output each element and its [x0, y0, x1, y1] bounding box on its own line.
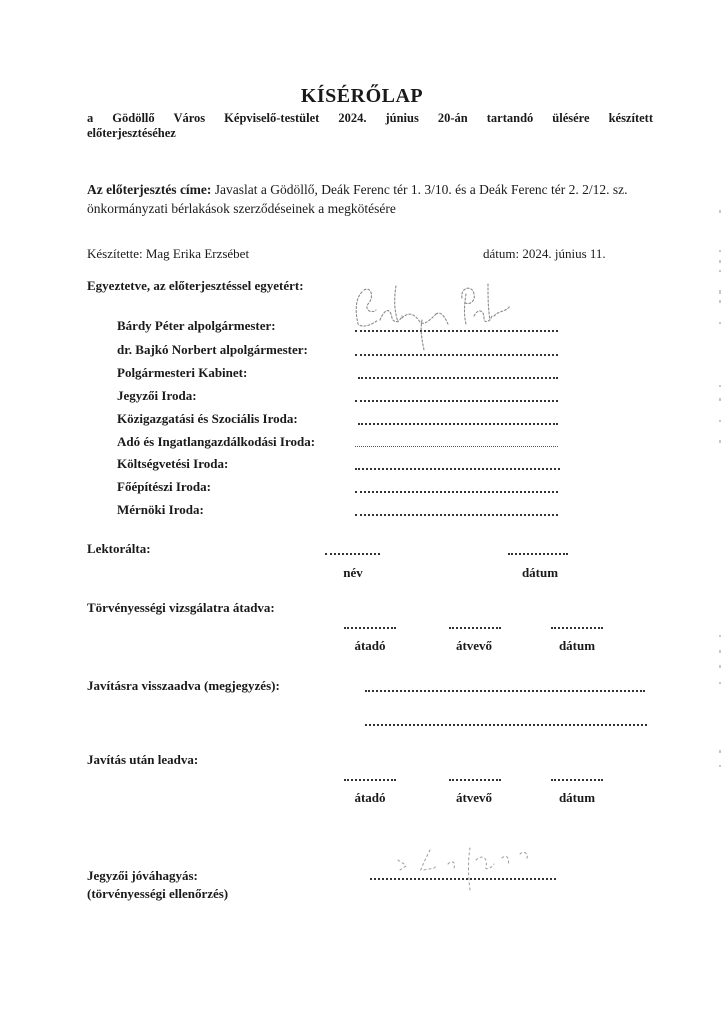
document-title: KÍSÉRŐLAP — [300, 85, 424, 107]
column-label: dátum — [558, 790, 596, 805]
scan-edge-marks — [719, 200, 721, 800]
signature-line[interactable] — [358, 377, 558, 379]
handover-line[interactable] — [344, 627, 396, 629]
resubmitted-label: Javítás után leadva: — [87, 752, 199, 767]
prepared-by: Készítette: Mag Erika Erzsébet — [87, 246, 250, 261]
subject-text: Javaslat a Gödöllő, Deák Ferenc tér 1. 3/10. és a Deák Ferenc tér 2. 2/12. sz. önkormányzati bérlakások szerződéseinek a megkötésére — [87, 182, 628, 216]
signature-line[interactable] — [355, 400, 558, 402]
signature-line[interactable] — [355, 468, 560, 470]
date-line[interactable] — [551, 779, 603, 781]
proofread-label: Lektorálta: — [87, 541, 151, 556]
receiver-line[interactable] — [449, 627, 501, 629]
signature-line[interactable] — [355, 514, 558, 516]
signature-line[interactable] — [355, 446, 558, 447]
column-label: dátum — [521, 565, 559, 580]
column-label: átadó — [354, 638, 386, 653]
proofread-name-line[interactable] — [325, 553, 380, 555]
signatory-label: Főépítészi Iroda: — [117, 479, 211, 494]
document-subtitle — [87, 111, 653, 141]
agreement-heading: Egyeztetve, az előterjesztéssel egyetért: — [87, 278, 304, 293]
signatory-label: dr. Bajkó Norbert alpolgármester: — [117, 342, 308, 357]
subject — [87, 180, 647, 218]
signature-line[interactable] — [358, 423, 558, 425]
remark-line[interactable] — [365, 724, 647, 726]
column-label: dátum — [558, 638, 596, 653]
signatory-label: Jegyzői Iroda: — [117, 388, 197, 403]
subtitle-line-2: előterjesztéséhez — [87, 126, 176, 140]
signatory-label: Polgármesteri Kabinet: — [117, 365, 248, 380]
legal-review-label: Törvényességi vizsgálatra átadva: — [87, 600, 275, 615]
signatory-label: Költségvetési Iroda: — [117, 456, 229, 471]
approval-signature — [390, 840, 560, 895]
document-date: dátum: 2024. június 11. — [483, 246, 606, 261]
signatory-label: Mérnöki Iroda: — [117, 502, 204, 517]
proofread-date-line[interactable] — [508, 553, 568, 555]
handwritten-signature — [350, 280, 550, 360]
remark-line[interactable] — [365, 690, 645, 692]
handover-line[interactable] — [344, 779, 396, 781]
column-label: átvevő — [455, 638, 493, 653]
signature-line[interactable] — [355, 491, 558, 493]
approval-label: Jegyzői jóváhagyás: — [87, 868, 198, 883]
signatory-label: Adó és Ingatlangazdálkodási Iroda: — [117, 434, 316, 449]
column-label: név — [343, 565, 363, 580]
returned-label: Javításra visszaadva (megjegyzés): — [87, 678, 280, 693]
signatory-label: Bárdy Péter alpolgármester: — [117, 318, 276, 333]
column-label: átvevő — [455, 790, 493, 805]
date-line[interactable] — [551, 627, 603, 629]
signatory-label: Közigazgatási és Szociális Iroda: — [117, 411, 298, 426]
subject-label: Az előterjesztés címe: — [87, 182, 212, 197]
approval-sublabel: (törvényességi ellenőrzés) — [87, 886, 229, 901]
subtitle-line-1: a Gödöllő Város Képviselő-testület 2024. június 20-án tartandó ülésére készített — [87, 111, 653, 125]
column-label: átadó — [354, 790, 386, 805]
receiver-line[interactable] — [449, 779, 501, 781]
